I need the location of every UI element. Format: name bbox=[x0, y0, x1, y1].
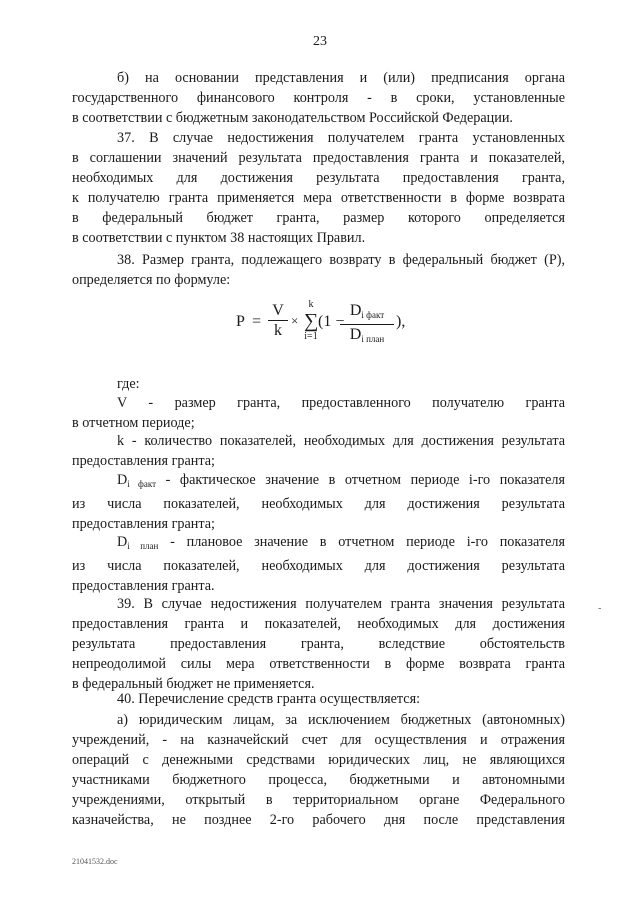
definition-k bbox=[72, 431, 565, 471]
text-line: казначейства, не позднее 2-го рабочего дня после представления bbox=[72, 812, 565, 828]
definition-d-fakt bbox=[72, 470, 565, 534]
formula-equals: = bbox=[252, 313, 262, 330]
sum-upper-limit: k bbox=[308, 299, 314, 310]
where-label: где: bbox=[117, 376, 140, 392]
paragraph-38 bbox=[72, 250, 565, 290]
text-line: в отчетном периоде; bbox=[72, 415, 195, 431]
text-line: предоставления гранта и показателей, необходимых для достижения bbox=[72, 616, 565, 632]
formula-p: P bbox=[236, 313, 245, 330]
paragraph-37 bbox=[72, 128, 565, 248]
text-line: определяется по формуле: bbox=[72, 272, 231, 288]
sigma-symbol: ∑ bbox=[304, 310, 319, 332]
text-line: $D_{i план}$ - плановое значение в отчетном периоде i-го показателя bbox=[117, 534, 565, 551]
paragraph-40 bbox=[72, 689, 565, 709]
text-line: к получателю гранта применяется мера ответственности в форме возврата bbox=[72, 190, 565, 206]
text-line: учреждениями, открытый в территориальном органе Федерального bbox=[72, 792, 565, 808]
text-line: необходимых для достижения результата предоставления гранта, bbox=[72, 170, 565, 186]
text-line: предоставления гранта. bbox=[72, 578, 215, 594]
fraction-denominator: $D_{i план}$ bbox=[349, 326, 385, 344]
fraction-numerator-v: V bbox=[268, 302, 288, 321]
fraction-denominator-k: k bbox=[274, 322, 282, 339]
sum-operator bbox=[304, 300, 318, 342]
text-line: в соглашении значений результата предоставления гранта и показателей, bbox=[72, 150, 565, 166]
definition-v bbox=[72, 393, 565, 433]
text-line: в соответствии с бюджетным законодательством Российской Федерации. bbox=[72, 110, 513, 126]
text-line: 37. В случае недостижения получателем гранта установленных bbox=[117, 130, 565, 146]
text-line: из числа показателей, необходимых для достижения результата bbox=[72, 496, 565, 512]
text-line: предоставления гранта; bbox=[72, 453, 215, 469]
text-line: $D_{i факт}$ - фактическое значение в отчетном периоде i-го показателя bbox=[117, 472, 565, 489]
paragraph-a bbox=[72, 710, 565, 830]
fraction-v-over-k bbox=[268, 302, 288, 341]
page-number: 23 bbox=[313, 34, 327, 49]
formula-open: (1 − bbox=[318, 313, 345, 330]
sum-lower-limit: i=1 bbox=[304, 331, 318, 342]
text-line: 40. Перечисление средств гранта осуществляется: bbox=[117, 691, 421, 707]
text-line: учреждений, - на казначейский счет для осуществления и отражения bbox=[72, 732, 565, 748]
fraction-d-fakt-over-d-plan bbox=[340, 302, 394, 349]
text-line: непреодолимой силы мера ответственности в форме возврата гранта bbox=[72, 656, 565, 672]
text-line: результата предоставления гранта, вследствие обстоятельств bbox=[72, 636, 565, 652]
definition-d-plan bbox=[72, 532, 565, 596]
text-line: в соответствии с пунктом 38 настоящих Правил. bbox=[72, 230, 366, 246]
text-line: 39. В случае недостижения получателем гранта значения результата bbox=[117, 596, 565, 612]
text-line: из числа показателей, необходимых для достижения результата bbox=[72, 558, 565, 574]
text-line: участниками бюджетного процесса, бюджетными и автономными bbox=[72, 772, 565, 788]
text-line: б) на основании представления и (или) предписания органа bbox=[117, 70, 565, 86]
text-line: V - размер гранта, предоставленного получателю гранта bbox=[117, 395, 565, 411]
formula-close: ), bbox=[396, 313, 406, 330]
margin-mark: - bbox=[598, 603, 602, 614]
text-line: а) юридическим лицам, за исключением бюджетных (автономных) bbox=[117, 712, 565, 728]
text-line: государственного финансового контроля - в сроки, установленные bbox=[72, 90, 565, 106]
paragraph-b bbox=[72, 68, 565, 128]
formula bbox=[236, 300, 416, 350]
text-line: в федеральный бюджет не применяется. bbox=[72, 676, 315, 692]
text-line: 38. Размер гранта, подлежащего возврату в федеральный бюджет (P), bbox=[117, 252, 565, 268]
text-line: предоставления гранта; bbox=[72, 516, 215, 532]
paragraph-39 bbox=[72, 594, 565, 694]
text-line: в федеральный бюджет гранта, размер которого определяется bbox=[72, 210, 565, 226]
text-line: k - количество показателей, необходимых для достижения результата bbox=[117, 433, 565, 449]
formula-times: × bbox=[291, 313, 299, 328]
file-name-footer: 21041532.doc bbox=[72, 857, 118, 866]
fraction-numerator: $D_{i факт}$ bbox=[340, 302, 394, 325]
text-line: операций с денежными средствами юридических лиц, не являющихся bbox=[72, 752, 565, 768]
